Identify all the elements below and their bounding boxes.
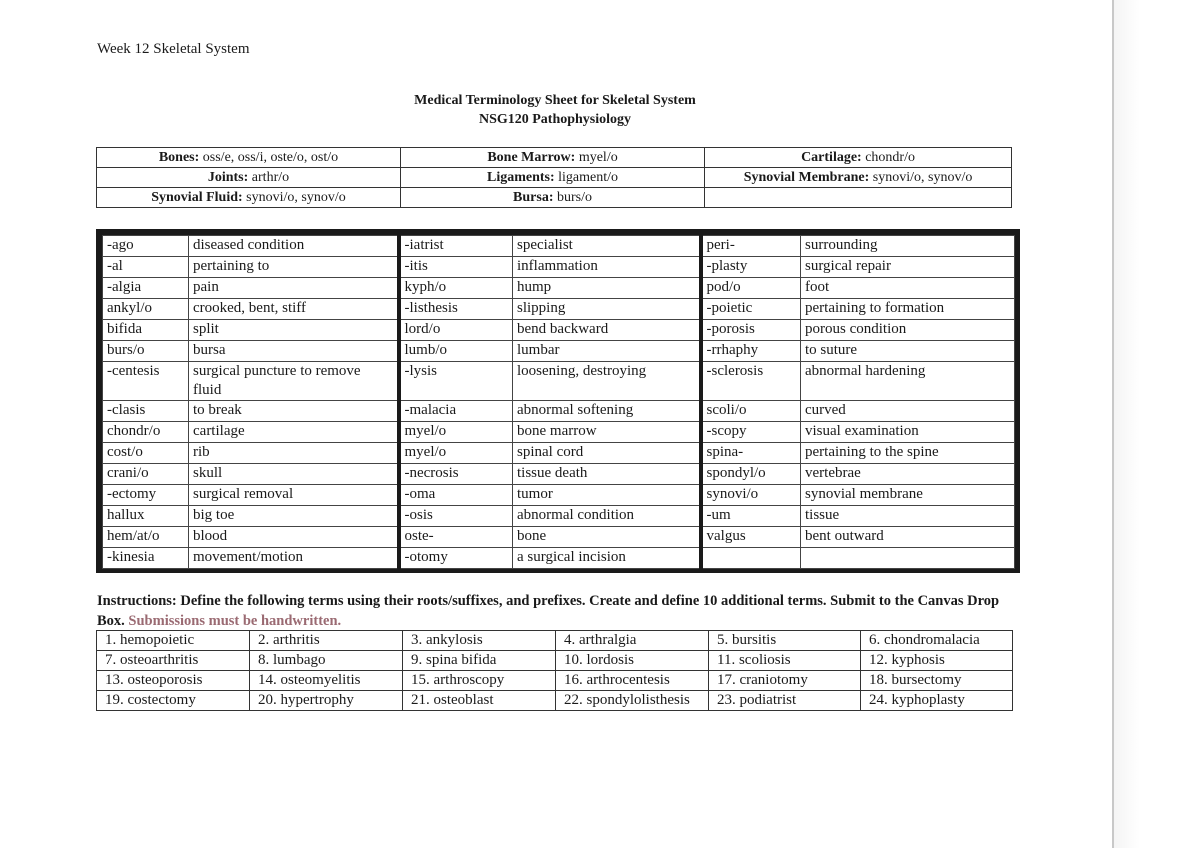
assignment-term: 22. spondylolisthesis [556, 691, 709, 711]
term-root: kyph/o [399, 278, 513, 299]
term-definition: inflammation [513, 257, 701, 278]
assignment-term: 2. arthritis [250, 631, 403, 651]
term-root: burs/o [103, 341, 189, 362]
assignment-term: 23. podiatrist [709, 691, 861, 711]
term-definition: bone [513, 527, 701, 548]
term-row [103, 257, 1015, 278]
term-definition: a surgical incision [513, 548, 701, 569]
term-row [103, 548, 1015, 569]
term-definition: movement/motion [189, 548, 399, 569]
term-definition: tissue death [513, 464, 701, 485]
root-label: Bursa: [513, 189, 554, 205]
terms-table [102, 235, 1015, 569]
term-root: -ectomy [103, 485, 189, 506]
assignment-term: 5. bursitis [709, 631, 861, 651]
term-row [103, 527, 1015, 548]
term-row [103, 236, 1015, 257]
term-definition: pertaining to formation [801, 299, 1015, 320]
assignment-term: 19. costectomy [97, 691, 250, 711]
assignment-term: 3. ankylosis [403, 631, 556, 651]
assignment-term: 7. osteoarthritis [97, 651, 250, 671]
root-value: myel/o [575, 149, 618, 165]
terms-grid-frame [96, 229, 1020, 573]
assignment-term: 20. hypertrophy [250, 691, 403, 711]
term-root: ankyl/o [103, 299, 189, 320]
roots-cell [400, 168, 704, 188]
roots-cell [97, 148, 401, 168]
term-root: -lysis [399, 362, 513, 401]
instructions-text: Instructions: Define the following terms using their roots/suffixes, and prefixes. Create and define 10 additional terms. Submit to the Canvas Drop Box. [97, 593, 1000, 629]
assignment-term: 4. arthralgia [556, 631, 709, 651]
term-definition: cartilage [189, 422, 399, 443]
assignment-term: 15. arthroscopy [403, 671, 556, 691]
term-definition: abnormal condition [513, 506, 701, 527]
roots-cell [97, 168, 401, 188]
term-row [103, 362, 1015, 401]
root-label: Ligaments: [486, 169, 555, 185]
term-definition: surgical repair [801, 257, 1015, 278]
term-root: valgus [701, 527, 801, 548]
term-definition: big toe [189, 506, 399, 527]
assignment-term: 17. craniotomy [709, 671, 861, 691]
term-root: -al [103, 257, 189, 278]
instructions [97, 591, 1012, 631]
term-definition: surgical puncture to remove fluid [189, 362, 399, 401]
term-definition: curved [801, 401, 1015, 422]
assignment-term: 13. osteoporosis [97, 671, 250, 691]
scan-shadow [1114, 0, 1200, 848]
term-definition: slipping [513, 299, 701, 320]
term-root: -um [701, 506, 801, 527]
term-root: lumb/o [399, 341, 513, 362]
term-definition: blood [189, 527, 399, 548]
term-row [103, 464, 1015, 485]
term-root: scoli/o [701, 401, 801, 422]
term-root: oste- [399, 527, 513, 548]
term-definition: to suture [801, 341, 1015, 362]
term-root: bifida [103, 320, 189, 341]
page-header: Week 12 Skeletal System [97, 41, 250, 57]
term-definition: tissue [801, 506, 1015, 527]
assignment-term: 8. lumbago [250, 651, 403, 671]
root-label: Joints: [207, 169, 249, 185]
roots-cell [97, 188, 401, 208]
term-root: -rrhaphy [701, 341, 801, 362]
term-root: -algia [103, 278, 189, 299]
assignment-terms-table [96, 630, 1013, 711]
term-root: -ago [103, 236, 189, 257]
assignment-term: 24. kyphoplasty [861, 691, 1013, 711]
term-definition: pain [189, 278, 399, 299]
root-value: oss/e, oss/i, oste/o, ost/o [199, 149, 339, 165]
term-root: -kinesia [103, 548, 189, 569]
term-root: -scopy [701, 422, 801, 443]
assignment-term: 14. osteomyelitis [250, 671, 403, 691]
term-root: synovi/o [701, 485, 801, 506]
term-row [103, 341, 1015, 362]
term-root: -itis [399, 257, 513, 278]
document-title [360, 91, 750, 129]
term-row [103, 506, 1015, 527]
term-row [103, 422, 1015, 443]
term-definition: bursa [189, 341, 399, 362]
term-root: myel/o [399, 443, 513, 464]
root-value: ligament/o [554, 169, 619, 185]
term-root [701, 548, 801, 569]
term-definition: surgical removal [189, 485, 399, 506]
term-root: spondyl/o [701, 464, 801, 485]
term-definition: spinal cord [513, 443, 701, 464]
roots-cell [705, 148, 1012, 168]
term-root: -sclerosis [701, 362, 801, 401]
term-root: peri- [701, 236, 801, 257]
term-definition: pertaining to the spine [801, 443, 1015, 464]
term-definition: diseased condition [189, 236, 399, 257]
roots-cell [705, 188, 1012, 208]
term-root: -osis [399, 506, 513, 527]
assignment-row [97, 671, 1013, 691]
root-label: Bone Marrow: [487, 149, 576, 165]
assignment-term: 6. chondromalacia [861, 631, 1013, 651]
assignment-term: 21. osteoblast [403, 691, 556, 711]
term-definition: pertaining to [189, 257, 399, 278]
roots-cell [705, 168, 1012, 188]
assignment-row [97, 631, 1013, 651]
instructions-highlight: Submissions must be handwritten. [128, 613, 342, 629]
term-definition: visual examination [801, 422, 1015, 443]
term-root: -iatrist [399, 236, 513, 257]
term-definition: bend backward [513, 320, 701, 341]
term-row [103, 401, 1015, 422]
term-root: cost/o [103, 443, 189, 464]
term-root: -malacia [399, 401, 513, 422]
term-row [103, 299, 1015, 320]
term-definition: to break [189, 401, 399, 422]
term-root: crani/o [103, 464, 189, 485]
term-root: -porosis [701, 320, 801, 341]
root-value: burs/o [553, 189, 592, 205]
assignment-row [97, 691, 1013, 711]
root-value: chondr/o [861, 149, 915, 165]
root-label: Cartilage: [801, 149, 862, 165]
assignment-row [97, 651, 1013, 671]
term-root: -plasty [701, 257, 801, 278]
term-root: myel/o [399, 422, 513, 443]
term-definition: abnormal softening [513, 401, 701, 422]
term-root: chondr/o [103, 422, 189, 443]
term-root: lord/o [399, 320, 513, 341]
term-definition: tumor [513, 485, 701, 506]
term-definition: hump [513, 278, 701, 299]
scan-edge-line [1112, 0, 1114, 848]
root-value: arthr/o [248, 169, 290, 185]
term-row [103, 443, 1015, 464]
term-definition: loosening, destroying [513, 362, 701, 401]
term-root: -necrosis [399, 464, 513, 485]
root-label: Bones: [158, 149, 200, 165]
assignment-term: 18. bursectomy [861, 671, 1013, 691]
title-line-1: Medical Terminology Sheet for Skeletal System [414, 93, 696, 108]
roots-cell [400, 188, 704, 208]
title-line-2: NSG120 Pathophysiology [478, 112, 632, 127]
term-root: -centesis [103, 362, 189, 401]
root-label: Synovial Fluid: [151, 189, 243, 205]
assignment-term: 12. kyphosis [861, 651, 1013, 671]
roots-cell [400, 148, 704, 168]
term-root: pod/o [701, 278, 801, 299]
term-root: spina- [701, 443, 801, 464]
term-root: -poietic [701, 299, 801, 320]
assignment-term: 1. hemopoietic [97, 631, 250, 651]
term-definition: bone marrow [513, 422, 701, 443]
roots-row [97, 168, 1012, 188]
assignment-term: 10. lordosis [556, 651, 709, 671]
term-definition [801, 548, 1015, 569]
term-row [103, 278, 1015, 299]
term-definition: vertebrae [801, 464, 1015, 485]
term-root: -oma [399, 485, 513, 506]
term-root: -otomy [399, 548, 513, 569]
term-definition: specialist [513, 236, 701, 257]
term-definition: porous condition [801, 320, 1015, 341]
roots-table [96, 147, 1012, 208]
term-definition: foot [801, 278, 1015, 299]
assignment-term: 11. scoliosis [709, 651, 861, 671]
term-definition: rib [189, 443, 399, 464]
term-definition: crooked, bent, stiff [189, 299, 399, 320]
term-root: -listhesis [399, 299, 513, 320]
root-value: synovi/o, synov/o [869, 169, 973, 185]
term-definition: skull [189, 464, 399, 485]
term-definition: split [189, 320, 399, 341]
term-definition: lumbar [513, 341, 701, 362]
term-definition: abnormal hardening [801, 362, 1015, 401]
term-root: hallux [103, 506, 189, 527]
term-root: -clasis [103, 401, 189, 422]
roots-row [97, 188, 1012, 208]
term-root: hem/at/o [103, 527, 189, 548]
term-definition: bent outward [801, 527, 1015, 548]
roots-row [97, 148, 1012, 168]
root-label: Synovial Membrane: [743, 169, 870, 185]
assignment-term: 16. arthrocentesis [556, 671, 709, 691]
term-row [103, 320, 1015, 341]
term-row [103, 485, 1015, 506]
term-definition: surrounding [801, 236, 1015, 257]
term-definition: synovial membrane [801, 485, 1015, 506]
root-value: synovi/o, synov/o [242, 189, 346, 205]
assignment-term: 9. spina bifida [403, 651, 556, 671]
